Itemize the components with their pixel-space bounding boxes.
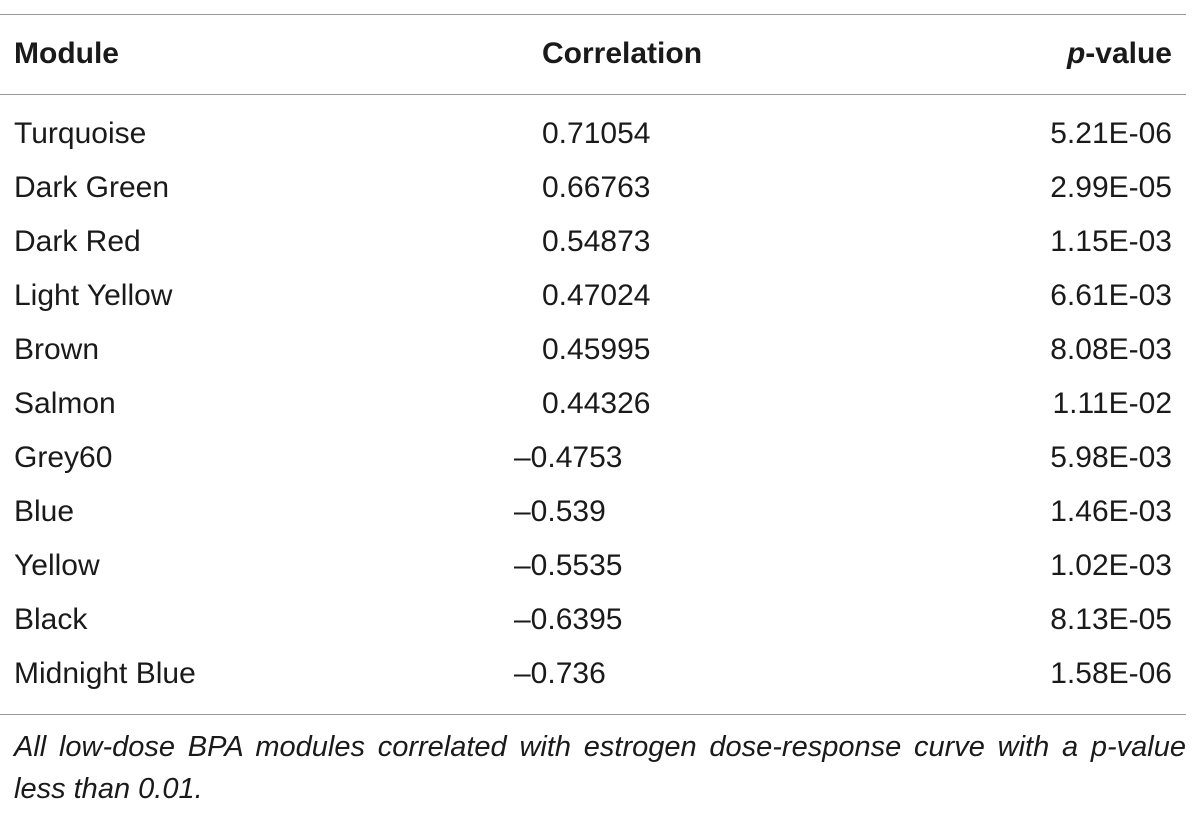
cell-correlation: 0.66763 xyxy=(542,171,651,204)
table-row xyxy=(0,593,1186,647)
table-row xyxy=(0,161,1186,215)
cell-module: Turquoise xyxy=(14,117,147,150)
cell-correlation: –0.539 xyxy=(514,495,606,528)
table-row xyxy=(0,485,1186,539)
header-correlation: Correlation xyxy=(542,37,703,70)
table-row xyxy=(0,215,1186,269)
header-p-suffix: -value xyxy=(1085,37,1172,70)
cell-module: Brown xyxy=(14,333,100,366)
cell-correlation: –0.6395 xyxy=(514,603,623,636)
table-row xyxy=(0,647,1186,701)
header-p-value xyxy=(1067,14,1172,94)
header-p-italic: p xyxy=(1066,37,1086,70)
cell-correlation: 0.45995 xyxy=(542,333,651,366)
cell-module: Salmon xyxy=(14,387,116,420)
cell-correlation: –0.4753 xyxy=(514,441,623,474)
table-bottom-rule xyxy=(0,714,1186,715)
cell-module: Dark Red xyxy=(14,225,141,258)
cell-p-value: 1.15E-03 xyxy=(1050,225,1172,258)
table-row xyxy=(0,107,1186,161)
cell-p-value: 1.11E-02 xyxy=(1052,387,1172,420)
cell-p-value: 2.99E-05 xyxy=(1050,171,1172,204)
cell-correlation: 0.47024 xyxy=(542,279,651,312)
cell-correlation: 0.54873 xyxy=(542,225,651,258)
cell-correlation: 0.44326 xyxy=(542,387,651,420)
table-row xyxy=(0,539,1186,593)
table-row xyxy=(0,377,1186,431)
table-header-rule xyxy=(0,94,1186,95)
cell-module: Yellow xyxy=(14,549,100,582)
table-row xyxy=(0,323,1186,377)
table-body xyxy=(0,107,1186,701)
cell-module: Light Yellow xyxy=(14,279,173,312)
cell-correlation: 0.71054 xyxy=(542,117,651,150)
cell-p-value: 5.98E-03 xyxy=(1050,441,1172,474)
cell-module: Midnight Blue xyxy=(14,657,196,690)
cell-p-value: 1.02E-03 xyxy=(1050,549,1172,582)
cell-module: Grey60 xyxy=(14,441,113,474)
table-row xyxy=(0,269,1186,323)
table-row xyxy=(0,431,1186,485)
table-footnote: All low-dose BPA modules correlated with estrogen dose-response curve with a p-value less than 0.01. xyxy=(14,731,1186,805)
table-header-row xyxy=(0,14,1186,94)
cell-module: Blue xyxy=(14,495,75,528)
cell-p-value: 1.58E-06 xyxy=(1050,657,1172,690)
cell-correlation: –0.5535 xyxy=(514,549,623,582)
cell-module: Dark Green xyxy=(14,171,170,204)
header-module: Module xyxy=(14,37,119,70)
cell-p-value: 8.13E-05 xyxy=(1050,603,1172,636)
cell-p-value: 8.08E-03 xyxy=(1050,333,1172,366)
cell-p-value: 6.61E-03 xyxy=(1050,279,1172,312)
cell-correlation: –0.736 xyxy=(514,657,606,690)
cell-module: Black xyxy=(14,603,88,636)
cell-p-value: 1.46E-03 xyxy=(1050,495,1172,528)
cell-p-value: 5.21E-06 xyxy=(1050,117,1172,150)
